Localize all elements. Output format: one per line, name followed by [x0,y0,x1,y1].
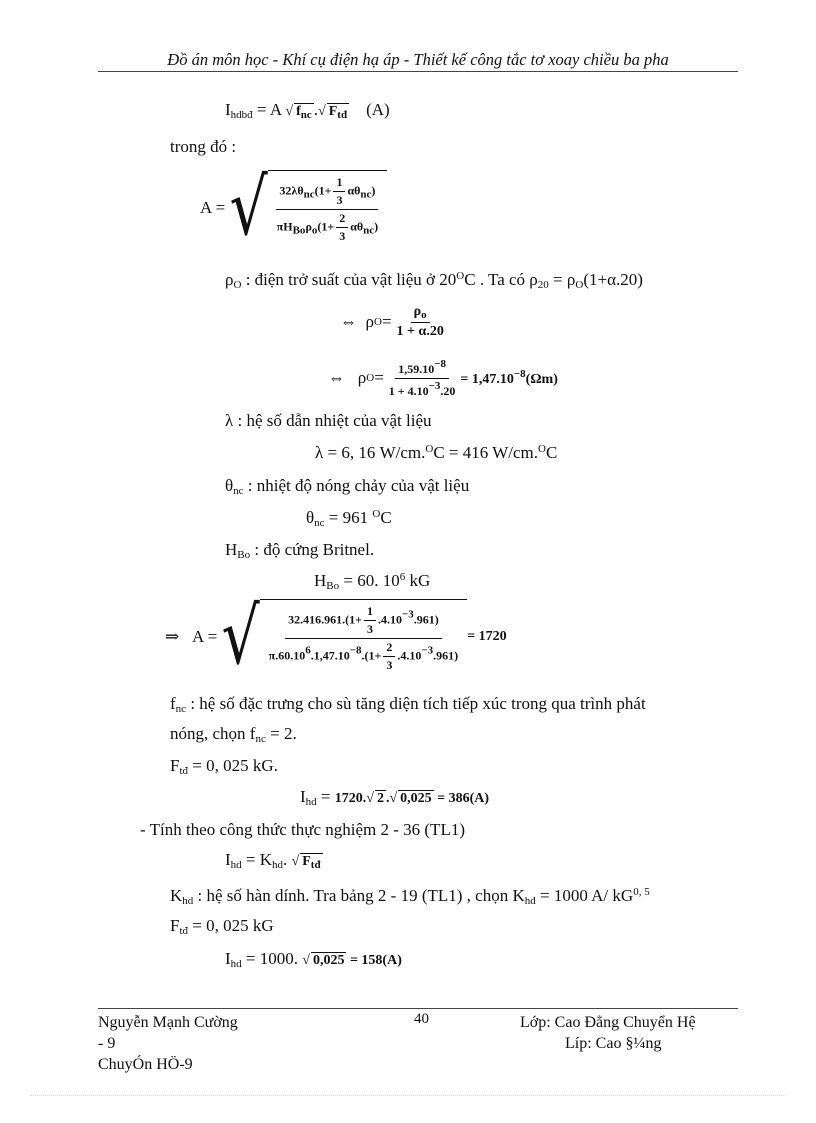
footer-author-line3: ChuyÓn HÖ-9 [98,1056,193,1073]
footer-author: Nguyễn Mạnh Cường [98,1014,238,1031]
formula-lambda: λ = 6, 16 W/cm.$^O$C = 416 W/cm.$^O$C [315,443,558,462]
footer-author-cont: - 9 [98,1035,116,1052]
text-ftd-2: $F_{tđ} = 0$, 025 kG [170,916,274,937]
page-bottom-divider [30,1095,786,1096]
formula-rho-o-value: ⇔ ρ O = $\frac{1,59.10^{-8}}{1 + 4.10^{-3}.20}$ = $1,47.10^{-8}(\Omega m)$ [328,357,558,398]
text-trong-do: trong đó : [170,137,237,156]
text-rho-definition: $\rho_O$ : điện trở suất của vật liệu ở $20^OC$ . Ta có $\rho_{20} = \rho_O(1+\alpha.20)$ [225,270,643,291]
text-khd-definition: $K_{hd}$ : hệ số hàn dính. Tra bảng 2 - 19 (TL1) , chọn $K_{hd} = 1000$ A/ kG$^{0, 5}$ [170,886,650,907]
text-hbo-definition: $H_{Bo}$ : độ cứng Britnel. [225,540,375,561]
page-number: 40 [414,1011,429,1027]
formula-ihd-result1: $I_{hd} = 1720.√$ 2 .√ 0,025 = 386(A) [300,787,490,808]
text-theta-definition: $\theta_{nc}$ : nhiệt độ nóng chảy của vật liệu [225,476,470,497]
text-fnc-choice: nóng, chọn $f_{nc} = 2$. [170,724,297,745]
formula-ihd-empirical: $I_{hd} = K_{hd}$. √ $F_{tđ}$ [225,850,321,871]
footer-rule [98,1008,738,1009]
formula-a: A = √ $32\lambda\theta_{nc}(1+$ $\frac{1}{3}$ $\alpha\theta_{nc}$) $\pi H_{Bo}\rho_o(1+$ $\frac{2}{3}$ $\alpha\theta_{nc}$) [200,165,387,251]
text-ftd: $F_{tđ} = 0$, 025 kG. [170,756,278,777]
text-fnc-definition: $f_{nc}$ : hệ số đặc trưng cho sù tăng diện tích tiếp xúc trong qua trình phát [170,694,646,715]
formula-rho-o: ⇔ ρ O = $\frac{\rho_o}{1 + \alpha.20}$ [340,304,444,339]
footer-class-cont: Líp: Cao §¼ng [565,1035,662,1052]
formula-ihd-result2: $I_{hd} = 1000$. √ 0,025 = 158(A) [225,949,402,970]
formula-ihdbd: $I_{hdbđ} = A$ √ $f_{nc}$ .√ $F_{tđ}$ (A) [225,100,390,121]
text-lambda-definition: λ : hệ số dẫn nhiệt của vật liệu [225,411,432,430]
header-rule [98,71,738,72]
text-empirical-formula: - Tính theo công thức thực nghiệm 2 - 36 (TL1) [140,820,465,839]
formula-theta: $\theta_{nc} = 961$ $^O$C [306,508,392,529]
page-header: Đồ án môn học - Khí cụ điện hạ áp - Thiết kế công tắc tơ xoay chiều ba pha [167,50,669,69]
footer-class: Lớp: Cao Đẳng Chuyển Hệ [520,1014,696,1031]
formula-a-numeric: ⇒ A = √ 32.416.961.(1+ $\frac{1}{3}$ $.4.10^{-3}.961$) $\pi.60.10^6.1,47.10^{-8}.(1+$ $\frac{2}{3}$ $.4.10^{-3}.961$) = 1720 [165,591,507,683]
formula-hbo: $H_{Bo} = 60$. $10^6$ kG [314,571,431,592]
